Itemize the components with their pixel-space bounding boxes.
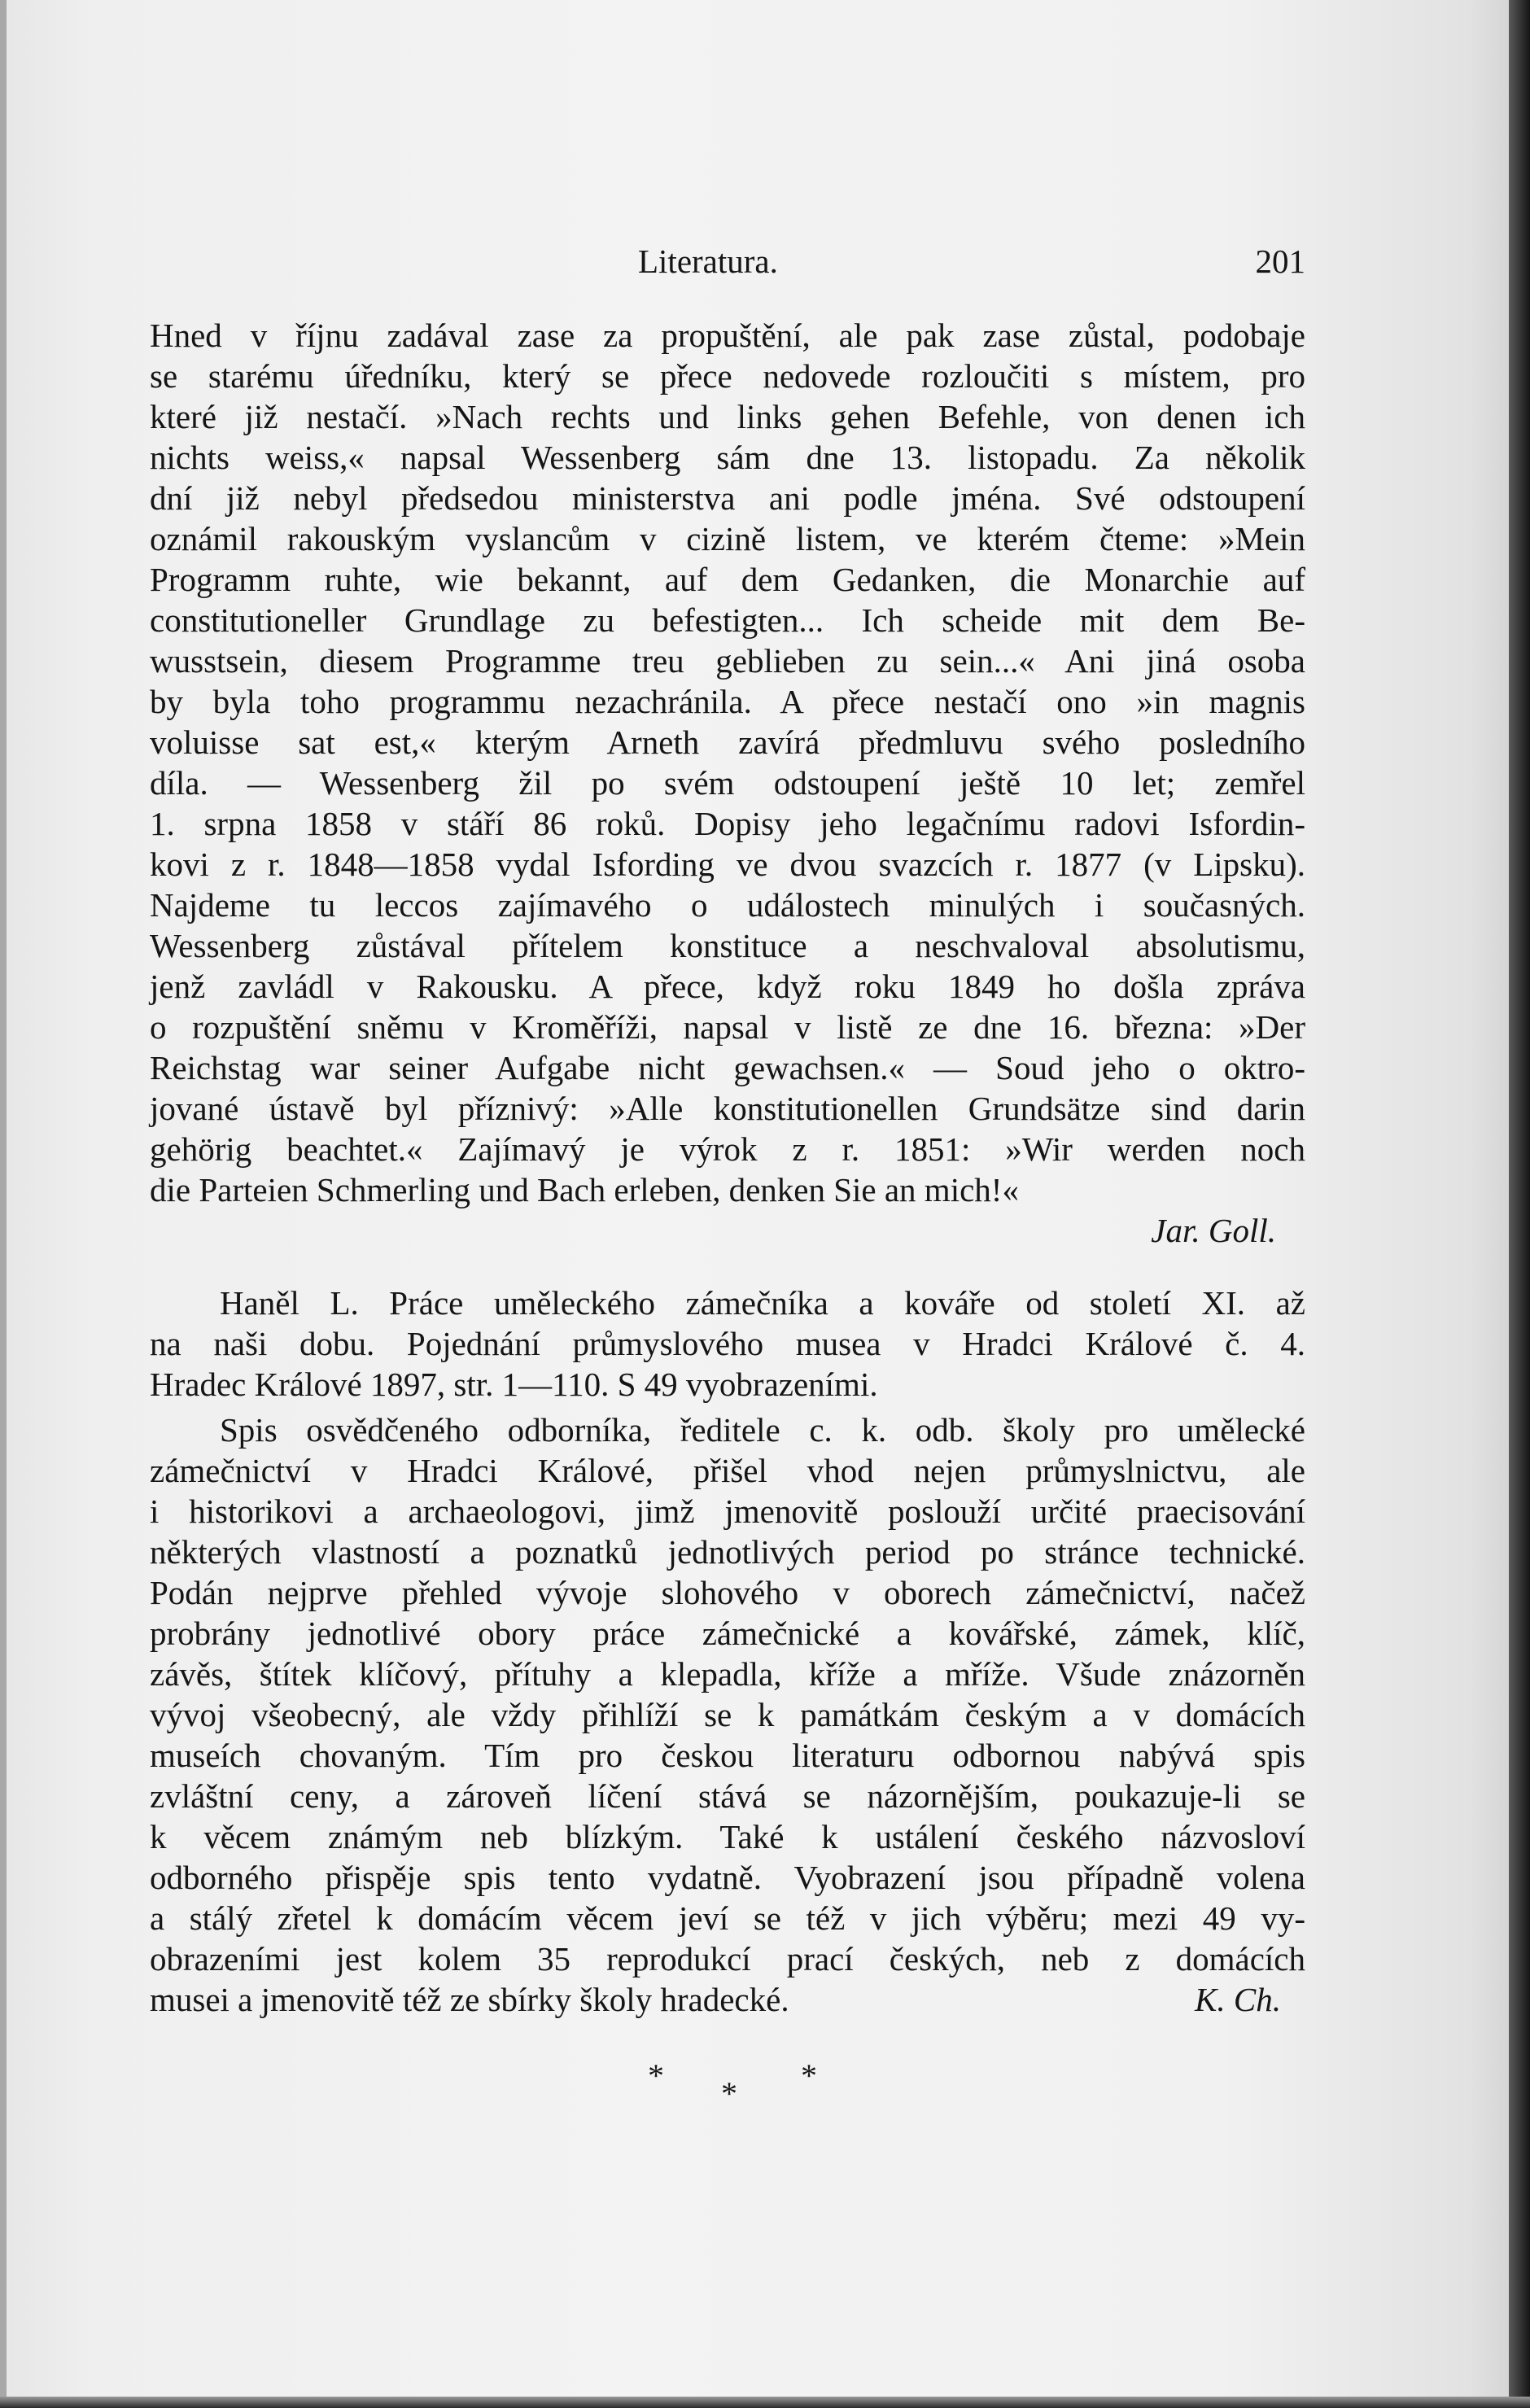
text-line: by byla toho programmu nezachránila. A přece nestačí ono »in magnis xyxy=(150,683,1305,720)
review-wessenberg xyxy=(150,315,1305,1251)
text-line: o rozpuštění sněmu v Kroměříži, napsal v listě ze dne 16. března: »Der xyxy=(150,1008,1305,1046)
text-line: wusstsein, diesem Programme treu geblieben zu sein...« Ani jiná osoba xyxy=(150,642,1305,680)
scan-bottom-edge xyxy=(0,2397,1530,2408)
text-line: Podán nejprve přehled vývoje slohového v oborech zámečnictví, načež xyxy=(150,1574,1305,1611)
asterisk-ornament: * xyxy=(648,2057,664,2094)
text-line: 1. srpna 1858 v stáří 86 roků. Dopisy jeho legačnímu radovi Isfordin- xyxy=(150,805,1305,842)
text-line: díla. — Wessenberg žil po svém odstoupení ještě 10 let; zemřel xyxy=(150,764,1305,802)
text-line: Najdeme tu leccos zajímavého o událostech minulých i současných. xyxy=(150,886,1305,924)
entry-line: Hradec Králové 1897, str. 1—110. S 49 vyobrazeními. xyxy=(150,1366,878,1403)
page-number: 201 xyxy=(1255,243,1305,280)
section-separator xyxy=(635,2056,830,2121)
text-line: dní již nebyl předsedou ministerstva ani podle jména. Své odstoupení xyxy=(150,479,1305,517)
asterisk-ornament: * xyxy=(721,2075,737,2112)
text-line: zvláštní ceny, a zároveň líčení stává se názornějším, poukazuje-li se xyxy=(150,1777,1305,1815)
text-line: závěs, štítek klíčový, přítuhy a klepadla, kříže a mříže. Všude znázorněn xyxy=(150,1655,1305,1693)
text-line: constitutioneller Grundlage zu befestigten... Ich scheide mit dem Be- xyxy=(150,601,1305,639)
scan-right-edge xyxy=(1509,0,1530,2408)
text-line: Hned v říjnu zadával zase za propuštění, ale pak zase zůstal, podobaje xyxy=(150,317,1305,354)
text-line: odborného přispěje spis tento vydatně. Vyobrazení jsou případně volena xyxy=(150,1859,1305,1896)
text-line: zámečnictví v Hradci Králové, přišel vhod nejen průmyslnictvu, ale xyxy=(150,1452,1305,1489)
asterisk-ornament: * xyxy=(801,2057,817,2094)
entry-line: Haněl L. Práce uměleckého zámečníka a kováře od století XI. až xyxy=(220,1284,1305,1322)
text-line: nichts weiss,« napsal Wessenberg sám dne 13. listopadu. Za několik xyxy=(150,439,1305,476)
text-line: museích chovaným. Tím pro českou literaturu odbornou nabývá spis xyxy=(150,1737,1305,1774)
running-header xyxy=(150,241,1305,283)
text-line: musei a jmenovitě též ze sbírky školy hradecké. xyxy=(150,1981,789,2018)
text-line: voluisse sat est,« kterým Arneth zavírá předmluvu svého posledního xyxy=(150,723,1305,761)
scan-left-edge xyxy=(0,0,7,2408)
bibliographic-entry xyxy=(150,1283,1305,1405)
text-line: vývoj všeobecný, ale vždy přihlíží se k památkám českým a v domácích xyxy=(150,1696,1305,1733)
text-line: jované ústavě byl příznivý: »Alle konstitutionellen Grundsätze sind darin xyxy=(150,1090,1305,1127)
review-hanel xyxy=(150,1283,1305,2020)
text-line: gehörig beachtet.« Zajímavý je výrok z r. 1851: »Wir werden noch xyxy=(150,1130,1305,1168)
review-signature: K. Ch. xyxy=(1195,1981,1281,2018)
last-line-with-signature xyxy=(150,1979,1305,2020)
text-line: kovi z r. 1848—1858 vydal Isfording ve dvou svazcích r. 1877 (v Lipsku). xyxy=(150,846,1305,883)
text-line: oznámil rakouským vyslancům v cizině listem, ve kterém čteme: »Mein xyxy=(150,520,1305,557)
text-line: obrazeními jest kolem 35 reprodukcí prací českých, neb z domácích xyxy=(150,1940,1305,1978)
review-signature: Jar. Goll. xyxy=(1151,1212,1276,1249)
text-line: a stálý zřetel k domácím věcem jeví se též v jich výběru; mezi 49 vy- xyxy=(150,1899,1305,1937)
text-line: i historikovi a archaeologovi, jimž jmenovitě poslouží určité praecisování xyxy=(150,1492,1305,1530)
running-title: Literatura. xyxy=(638,243,778,280)
text-line: probrány jednotlivé obory práce zámečnické a kovářské, zámek, klíč, xyxy=(150,1615,1305,1652)
text-line: Programm ruhte, wie bekannt, auf dem Gedanken, die Monarchie auf xyxy=(150,561,1305,598)
text-line: se starému úředníku, který se přece nedovede rozloučiti s místem, pro xyxy=(150,357,1305,395)
text-line: k věcem známým neb blízkým. Také k ustálení českého názvosloví xyxy=(150,1818,1305,1855)
text-line: Spis osvědčeného odborníka, ředitele c. k. odb. školy pro umělecké xyxy=(220,1411,1305,1449)
text-line: Reichstag war seiner Aufgabe nicht gewachsen.« — Soud jeho o oktro- xyxy=(150,1049,1305,1086)
text-line: jenž zavládl v Rakousku. A přece, když roku 1849 ho došla zpráva xyxy=(150,968,1305,1005)
entry-line: na naši dobu. Pojednání průmyslového musea v Hradci Králové č. 4. xyxy=(150,1325,1305,1362)
text-line: Wessenberg zůstával přítelem konstituce a neschvaloval absolutismu, xyxy=(150,927,1305,964)
review-body xyxy=(150,1409,1305,2020)
text-line: die Parteien Schmerling und Bach erleben, denken Sie an mich!« xyxy=(150,1171,1019,1208)
text-line: některých vlastností a poznatků jednotlivých period po stránce technické. xyxy=(150,1533,1305,1571)
text-line: které již nestačí. »Nach rechts und links gehen Befehle, von denen ich xyxy=(150,398,1305,435)
